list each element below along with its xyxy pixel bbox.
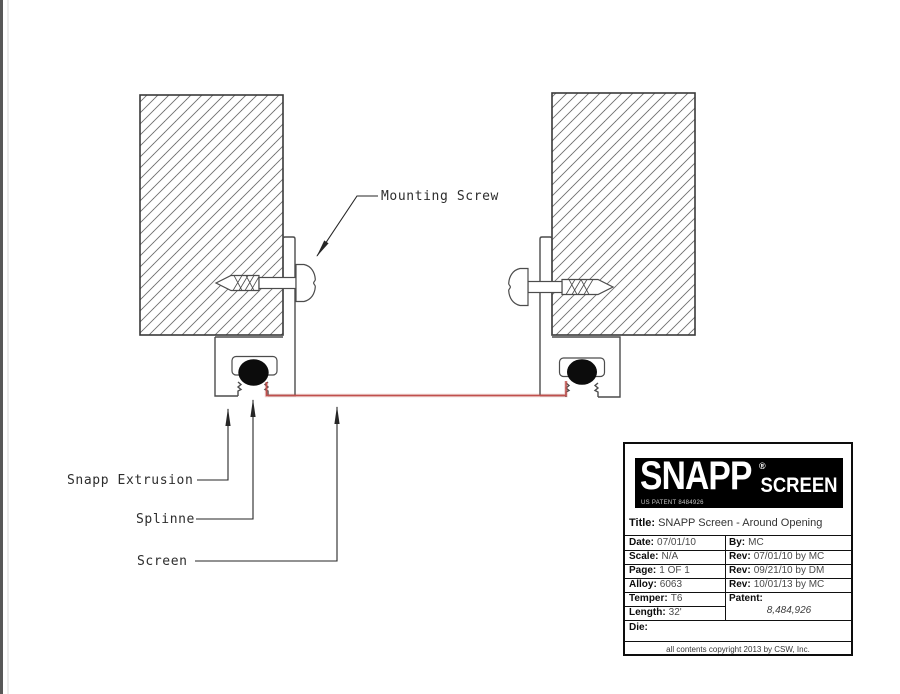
length-cell: Length: 32' (629, 607, 682, 618)
by-cell: By: MC (729, 537, 764, 548)
sub-brand-text: SCREEN (760, 474, 838, 497)
patent-cell (725, 592, 853, 620)
title-row (625, 510, 851, 536)
splinne-label: Splinne (136, 512, 195, 527)
title-label: Title: (629, 517, 656, 529)
wall-section-right (552, 93, 695, 335)
wall-section-left (140, 95, 283, 335)
alloy-cell: Alloy: 6063 (629, 579, 683, 590)
spline-right (567, 359, 597, 385)
leader-splinne (196, 400, 253, 519)
registered-mark: ® (759, 461, 766, 471)
leader-snapp-extrusion (197, 409, 228, 480)
scale-cell: Scale: N/A (629, 551, 679, 562)
mounting-screw-label: Mounting Screw (381, 189, 499, 204)
screen-line (267, 381, 567, 396)
leader-screen (195, 407, 337, 561)
patent-label: Patent: (729, 593, 763, 604)
brand-text: SNAPP (640, 454, 752, 498)
rev1-cell: Rev: 07/01/10 by MC (729, 551, 825, 562)
temper-cell: Temper: T6 (629, 593, 683, 604)
snapp-screen-logo (635, 454, 843, 508)
page-cell: Page: 1 OF 1 (629, 565, 690, 576)
spline-left (238, 359, 268, 385)
rev2-cell: Rev: 09/21/10 by DM (729, 565, 825, 576)
snapp-extrusion-label: Snapp Extrusion (67, 473, 194, 488)
copyright-text: all contents copyright 2013 by CSW, Inc. (666, 645, 810, 654)
date-cell: Date: 07/01/10 (629, 537, 696, 548)
die-cell: Die: (629, 622, 648, 633)
logo-patent-note: US PATENT 8484926 (641, 500, 704, 506)
title-block (623, 442, 853, 656)
title-value: SNAPP Screen - Around Opening (658, 517, 823, 529)
patent-number: 8,484,926 (766, 605, 812, 616)
rev3-cell: Rev: 10/01/13 by MC (729, 579, 825, 590)
screen-label: Screen (137, 554, 188, 569)
leader-mounting-screw (317, 196, 378, 256)
